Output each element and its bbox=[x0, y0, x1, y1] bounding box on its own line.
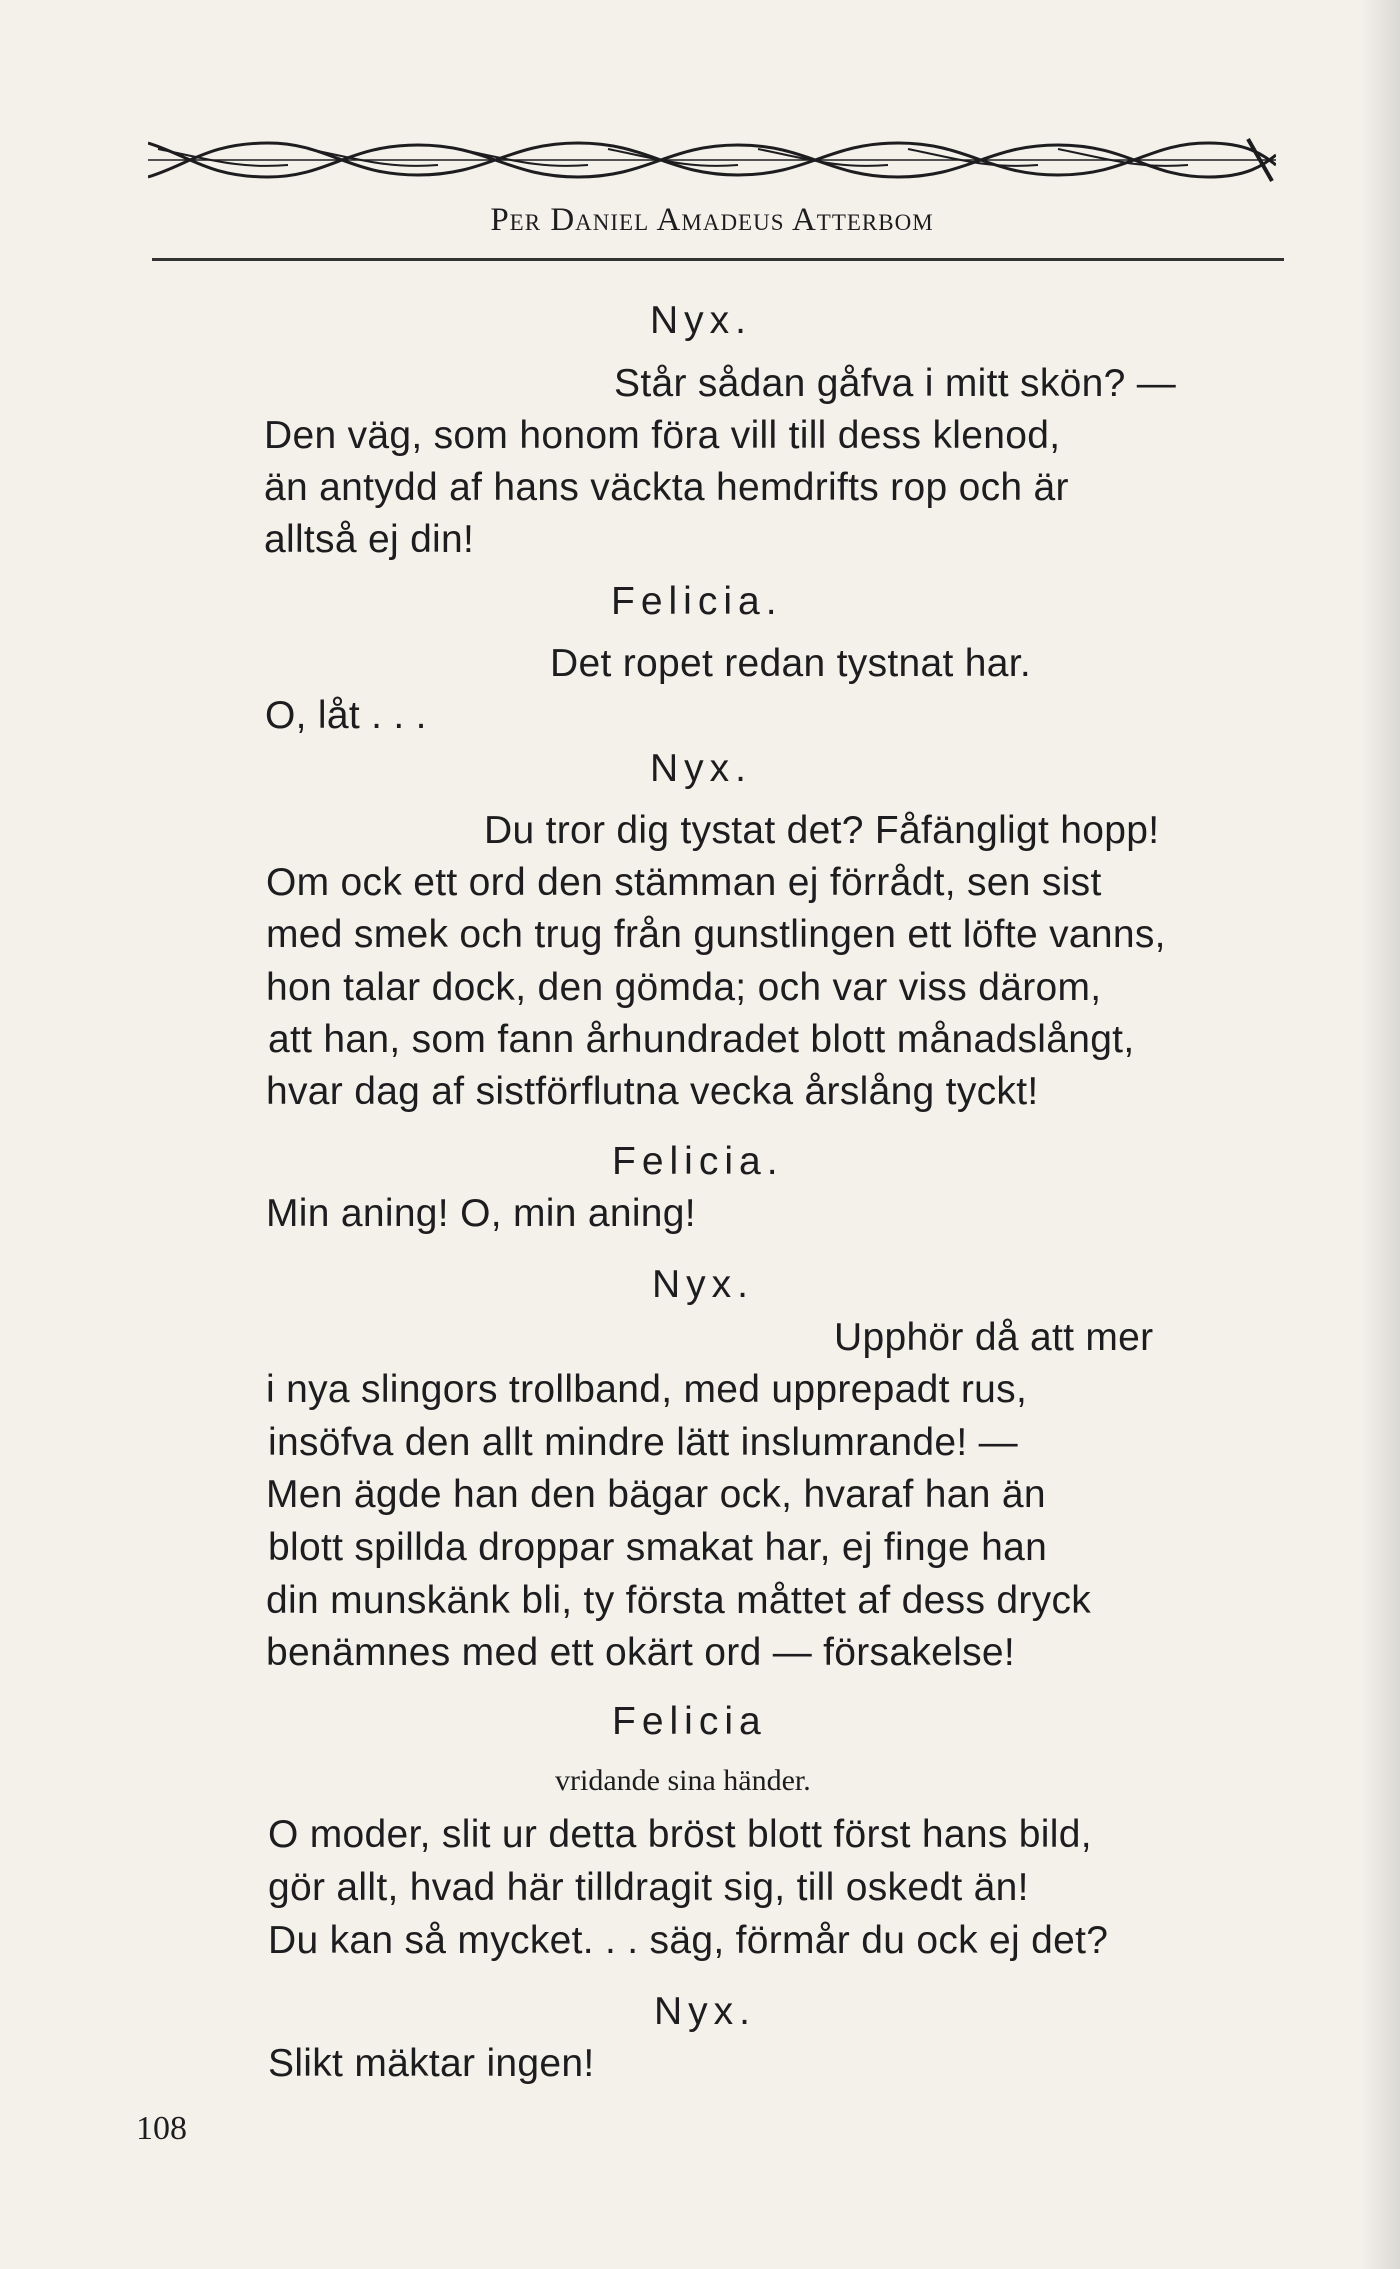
running-head: Per Daniel Amadeus Atterbom bbox=[490, 202, 934, 238]
speaker-name: Felicia. bbox=[612, 1140, 784, 1183]
verse-line: gör allt, hvad här tilldragit sig, till oskedt än! bbox=[268, 1866, 1029, 1909]
verse-line: Du kan så mycket. . . säg, förmår du ock ej det? bbox=[268, 1919, 1109, 1962]
verse-line: i nya slingors trollband, med upprepadt rus, bbox=[266, 1368, 1028, 1411]
stage-direction: vridande sina händer. bbox=[555, 1764, 811, 1797]
speaker-name: Nyx. bbox=[652, 1263, 754, 1306]
verse-line: att han, som fann århundradet blott månadslångt, bbox=[268, 1018, 1135, 1061]
verse-line: din munskänk bli, ty första måttet af dess dryck bbox=[266, 1579, 1092, 1622]
verse-line: benämnes med ett okärt ord — försakelse! bbox=[266, 1631, 1016, 1674]
speaker-name: Nyx. bbox=[654, 1990, 756, 2033]
speaker-name: Nyx. bbox=[650, 299, 752, 342]
verse-line: Upphör då att mer bbox=[834, 1316, 1154, 1359]
speaker-name: Nyx. bbox=[650, 747, 752, 790]
verse-line: alltså ej din! bbox=[264, 518, 475, 561]
verse-line: Min aning! O, min aning! bbox=[266, 1192, 696, 1235]
decorative-border-ornament bbox=[148, 135, 1276, 185]
verse-line: hvar dag af sistförflutna vecka årslång tyckt! bbox=[266, 1070, 1039, 1113]
verse-line: Den väg, som honom föra vill till dess klenod, bbox=[264, 414, 1061, 457]
speaker-name: Felicia bbox=[612, 1700, 767, 1743]
verse-line: Om ock ett ord den stämman ej förrådt, sen sist bbox=[266, 861, 1102, 904]
header-rule bbox=[152, 258, 1284, 261]
page-number: 108 bbox=[136, 2110, 187, 2147]
verse-line: hon talar dock, den gömda; och var viss därom, bbox=[266, 966, 1102, 1009]
verse-line: Slikt mäktar ingen! bbox=[268, 2042, 595, 2085]
verse-line: O, låt . . . bbox=[265, 694, 427, 737]
verse-line: Men ägde han den bägar ock, hvaraf han än bbox=[266, 1473, 1046, 1516]
verse-line: blott spillda droppar smakat har, ej finge han bbox=[268, 1526, 1048, 1569]
verse-line: med smek och trug från gunstlingen ett löfte vanns, bbox=[266, 913, 1166, 956]
verse-line: än antydd af hans väckta hemdrifts rop och är bbox=[264, 466, 1069, 509]
verse-line: O moder, slit ur detta bröst blott först hans bild, bbox=[268, 1813, 1092, 1856]
verse-line: Du tror dig tystat det? Fåfängligt hopp! bbox=[484, 809, 1160, 852]
verse-line: Det ropet redan tystnat har. bbox=[550, 642, 1032, 685]
verse-line: Står sådan gåfva i mitt skön? — bbox=[614, 362, 1177, 405]
verse-line: insöfva den allt mindre lätt inslumrande! — bbox=[268, 1421, 1018, 1464]
speaker-name: Felicia. bbox=[611, 580, 783, 623]
page-edge-shadow bbox=[1360, 0, 1400, 2269]
